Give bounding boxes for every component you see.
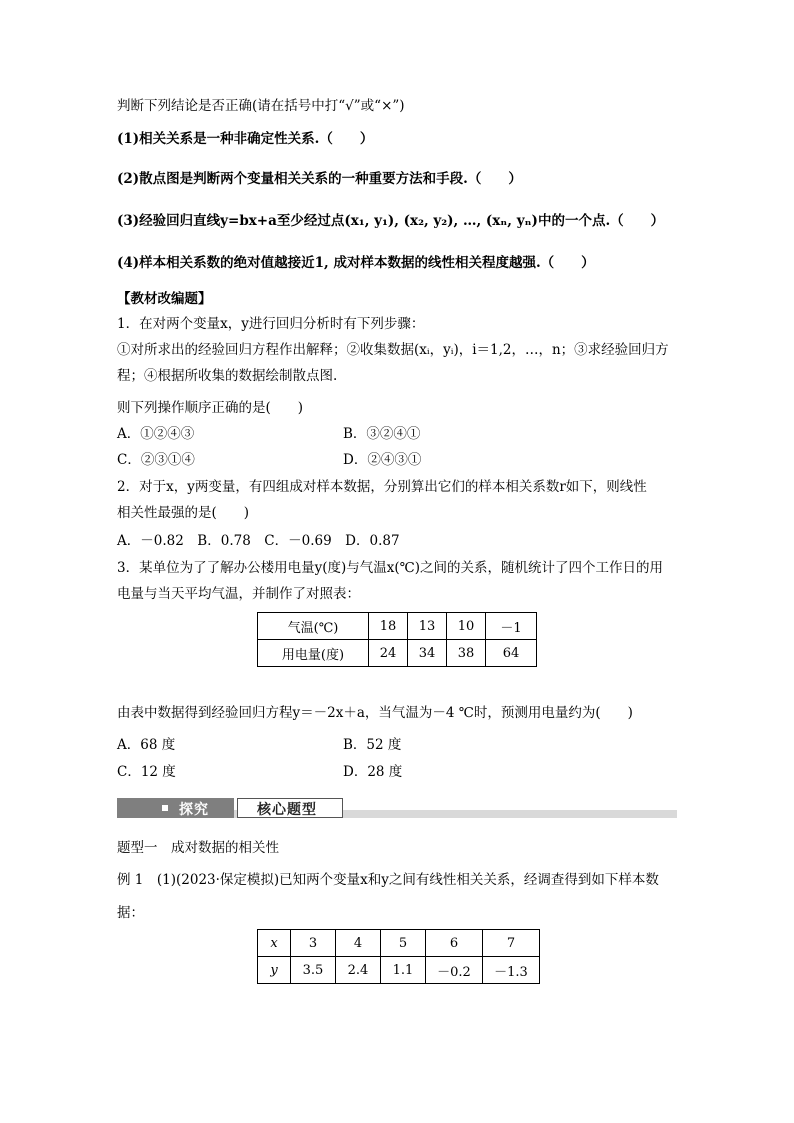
q3-option-d: D．28 度 <box>343 764 403 780</box>
table-cell: 10 <box>447 613 486 640</box>
q2-stem-line1: 2．对于x，y两变量，有四组成对样本数据，分别算出它们的样本相关系数r如下，则线性 <box>117 479 647 495</box>
table-cell: 18 <box>369 613 408 640</box>
q1-stem-line1: 1．在对两个变量x，y进行回归分析时有下列步骤： <box>117 316 425 332</box>
table-cell: 1.1 <box>381 957 426 984</box>
table-cell: －1 <box>486 613 537 640</box>
q3-option-c: C．12 度 <box>117 764 176 780</box>
q3-option-b: B．52 度 <box>343 737 402 753</box>
section-banner <box>117 798 677 820</box>
table-cell: 2.4 <box>336 957 381 984</box>
table-cell: 用电量(度) <box>258 640 369 667</box>
example-1-table <box>257 929 540 984</box>
table-cell: 7 <box>483 930 540 957</box>
q3-table-row-temp <box>258 613 537 640</box>
banner-dark-segment <box>117 798 234 818</box>
square-bullet-icon <box>162 805 168 811</box>
table-cell: －0.2 <box>426 957 483 984</box>
table-header-x: x <box>258 930 291 957</box>
table-cell: 3 <box>291 930 336 957</box>
q2-stem-line2: 相关性最强的是( ) <box>117 505 250 521</box>
q3-option-a: A．68 度 <box>117 737 176 753</box>
table-cell: 3.5 <box>291 957 336 984</box>
q3-stem-line1: 3．某单位为了了解办公楼用电量y(度)与气温x(℃)之间的关系，随机统计了四个工作日的用 <box>117 560 663 576</box>
topic-1-heading: 题型一 成对数据的相关性 <box>117 840 279 856</box>
q1-option-a: A．①②④③ <box>117 426 195 442</box>
q1-option-c: C．②③①④ <box>117 452 195 468</box>
example-1-line2: 据： <box>117 905 144 921</box>
table-cell: 64 <box>486 640 537 667</box>
q1-option-d: D．②④③① <box>343 452 422 468</box>
q3-table-row-power <box>258 640 537 667</box>
example-1-line1: 例 1 (1)(2023·保定模拟)已知两个变量x和y之间有线性相关关系，经调查得到如下样本数 <box>117 872 659 888</box>
q3-after-table: 由表中数据得到经验回归方程y＝－2x＋a，当气温为－4 ℃时，预测用电量约为( ) <box>117 705 633 721</box>
table-cell: －1.3 <box>483 957 540 984</box>
example-table-row-y <box>258 957 540 984</box>
table-cell: 气温(℃) <box>258 613 369 640</box>
table-cell: 4 <box>336 930 381 957</box>
q3-stem-line2: 电量与当天平均气温，并制作了对照表： <box>117 586 360 602</box>
table-cell: 13 <box>408 613 447 640</box>
example-table-row-x <box>258 930 540 957</box>
q2-options: A．－0.82 B．0.78 C．－0.69 D．0.87 <box>117 533 400 549</box>
table-cell: 38 <box>447 640 486 667</box>
table-cell: 34 <box>408 640 447 667</box>
judgment-2: (2)散点图是判断两个变量相关关系的一种重要方法和手段.（ ） <box>117 171 522 187</box>
q3-table <box>257 612 537 667</box>
textbook-tag: 【教材改编题】 <box>117 291 212 307</box>
table-cell: 5 <box>381 930 426 957</box>
q1-stem-line4: 则下列操作顺序正确的是( ) <box>117 400 304 416</box>
table-cell: 6 <box>426 930 483 957</box>
banner-label-explore: 探究 <box>179 802 209 818</box>
table-cell: 24 <box>369 640 408 667</box>
banner-label-core-types: 核心题型 <box>257 802 317 818</box>
judgment-3: (3)经验回归直线y=bx+a至少经过点(x₁, y₁), (x₂, y₂), …, (xₙ, yₙ)中的一个点.（ ） <box>117 213 665 229</box>
judgment-4: (4)样本相关系数的绝对值越接近1, 成对样本数据的线性相关程度越强.（ ） <box>117 255 595 271</box>
judgment-1: (1)相关关系是一种非确定性关系.（ ） <box>117 131 374 147</box>
q1-stem-line2: ①对所求出的经验回归方程作出解释；②收集数据(xᵢ，yᵢ)，i＝1,2，…，n；③求经验回归方 <box>117 342 669 358</box>
table-header-y: y <box>258 957 291 984</box>
q1-option-b: B．③②④① <box>343 426 421 442</box>
intro-text: 判断下列结论是否正确(请在括号中打“√”或“×”) <box>117 98 405 114</box>
q1-stem-line3: 程；④根据所收集的数据绘制散点图. <box>117 368 338 384</box>
